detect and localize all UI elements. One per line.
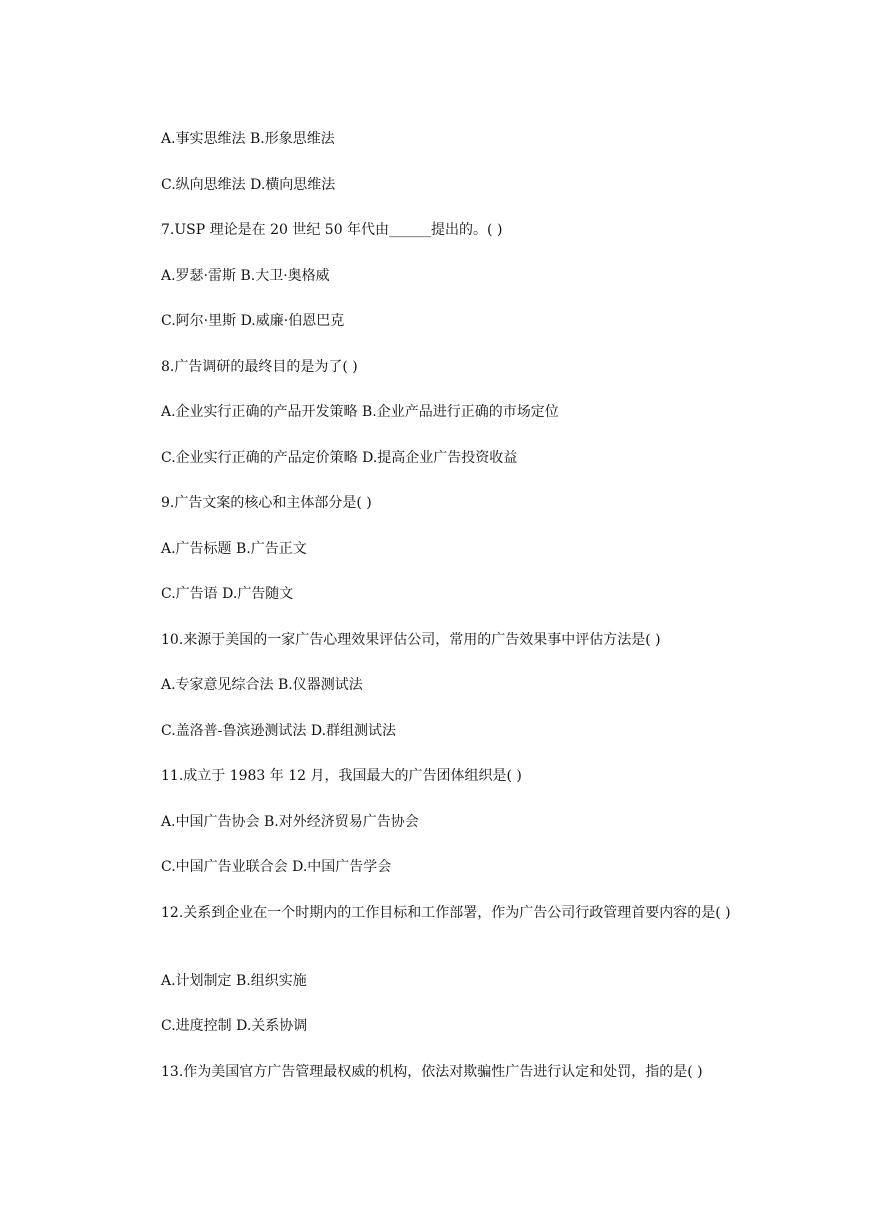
question-11: 11.成立于 1983 年 12 月，我国最大的广告团体组织是( ) xyxy=(161,768,522,784)
question-9: 9.广告文案的核心和主体部分是( ) xyxy=(161,495,372,511)
option-line-q9-ab: A.广告标题 B.广告正文 xyxy=(161,541,307,557)
option-line-q12-cd: C.进度控制 D.关系协调 xyxy=(161,1018,308,1034)
option-line-q11-ab: A.中国广告协会 B.对外经济贸易广告协会 xyxy=(161,814,419,830)
option-line-q9-cd: C.广告语 D.广告随文 xyxy=(161,586,294,602)
option-line-q10-ab: A.专家意见综合法 B.仪器测试法 xyxy=(161,677,363,693)
question-12: 12.关系到企业在一个时期内的工作目标和工作部署，作为广告公司行政管理首要内容的是( ) xyxy=(161,905,731,921)
option-line-q7-ab: A.罗瑟·雷斯 B.大卫·奥格威 xyxy=(161,268,330,284)
option-line-q6-ab: A.事实思维法 B.形象思维法 xyxy=(161,131,335,147)
question-10: 10.来源于美国的一家广告心理效果评估公司，常用的广告效果事中评估方法是( ) xyxy=(161,632,661,648)
option-line-q7-cd: C.阿尔·里斯 D.威廉·伯恩巴克 xyxy=(161,313,345,329)
option-line-q8-ab: A.企业实行正确的产品开发策略 B.企业产品进行正确的市场定位 xyxy=(161,404,559,420)
option-line-q12-ab: A.计划制定 B.组织实施 xyxy=(161,973,307,989)
option-line-q11-cd: C.中国广告业联合会 D.中国广告学会 xyxy=(161,859,392,875)
question-13: 13.作为美国官方广告管理最权威的机构，依法对欺骗性广告进行认定和处罚，指的是( ) xyxy=(161,1064,703,1080)
question-8: 8.广告调研的最终目的是为了( ) xyxy=(161,359,358,375)
option-line-q10-cd: C.盖洛普-鲁滨逊测试法 D.群组测试法 xyxy=(161,723,397,739)
question-7: 7.USP 理论是在 20 世纪 50 年代由______提出的。( ) xyxy=(161,222,503,238)
option-line-q6-cd: C.纵向思维法 D.横向思维法 xyxy=(161,177,336,193)
option-line-q8-cd: C.企业实行正确的产品定价策略 D.提高企业广告投资收益 xyxy=(161,450,518,466)
